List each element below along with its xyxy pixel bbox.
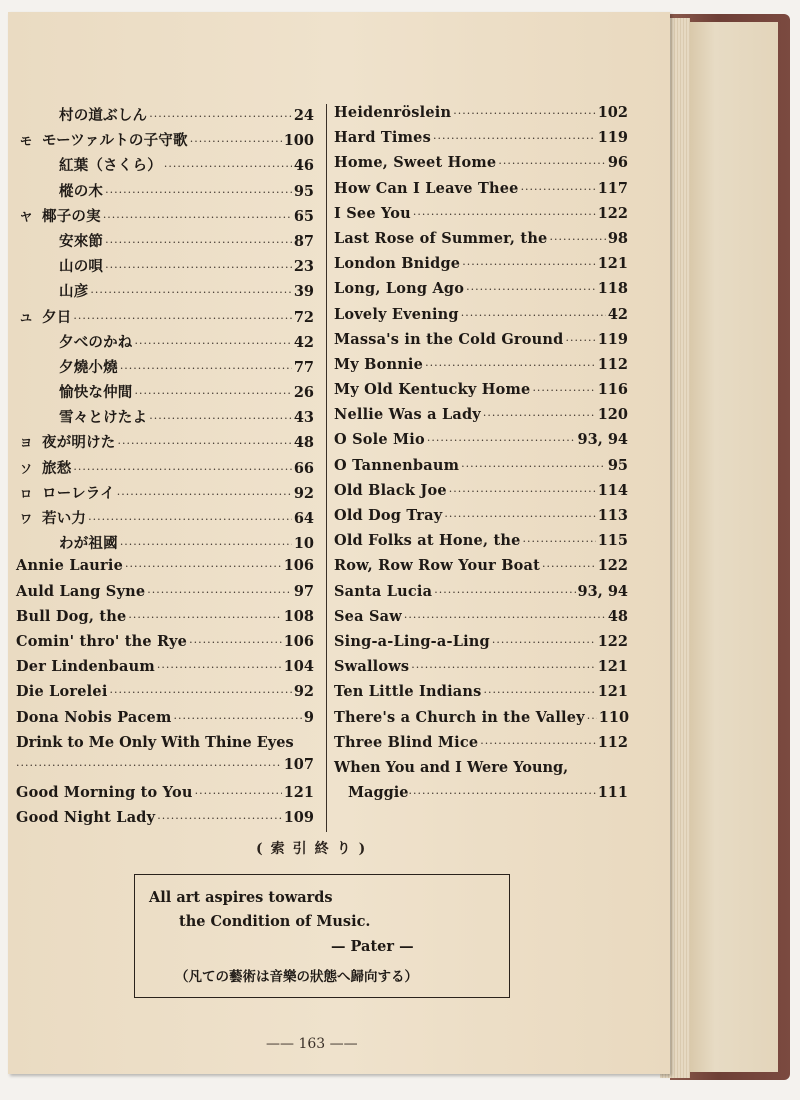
index-entry xyxy=(16,633,314,658)
leader-dots xyxy=(425,359,596,372)
index-entry xyxy=(16,306,314,331)
leader-dots xyxy=(149,110,292,123)
entry-title: Row, Row Row Your Boat xyxy=(334,557,541,575)
index-entry xyxy=(16,431,314,456)
entry-title: Home, Sweet Home xyxy=(334,154,497,172)
adjacent-page xyxy=(688,22,778,1072)
entry-page-number: 116 xyxy=(597,381,628,399)
entry-page-number: 77 xyxy=(293,358,314,376)
entry-page-number: 87 xyxy=(293,232,314,250)
index-entry xyxy=(16,457,314,482)
entry-page-number: 39 xyxy=(293,283,314,301)
leader-dots xyxy=(147,586,292,599)
index-entry xyxy=(16,356,314,381)
entry-title: Hard Times xyxy=(334,129,431,147)
entry-page-number: 117 xyxy=(597,179,628,197)
index-entry xyxy=(334,230,628,255)
entry-title: 山の唄 xyxy=(59,258,104,276)
entry-page-number: 97 xyxy=(293,582,314,600)
entry-title: 雪々とけたよ xyxy=(59,409,148,427)
entry-page-number: 23 xyxy=(293,258,314,276)
leader-dots xyxy=(408,787,595,800)
leader-dots xyxy=(125,560,282,573)
leader-dots xyxy=(120,538,292,551)
entry-page-number: 48 xyxy=(293,434,314,452)
index-entry xyxy=(334,406,628,431)
kana-heading: ロ xyxy=(20,486,33,501)
index-entry xyxy=(334,658,628,683)
leader-dots xyxy=(453,107,596,120)
entry-page-number: 110 xyxy=(598,708,630,726)
entry-page-number: 122 xyxy=(597,632,628,650)
leader-dots xyxy=(483,409,596,422)
entry-title: 樅の木 xyxy=(59,182,104,200)
entry-title: My Bonnie xyxy=(334,355,424,373)
entry-page-number: 65 xyxy=(293,207,314,225)
leader-dots xyxy=(427,434,576,447)
entry-page-number: 112 xyxy=(597,733,628,751)
quote-translation: （凡ての藝術は音樂の狀態へ歸向する） xyxy=(175,969,418,985)
index-entry xyxy=(334,734,628,759)
entry-title: Nellie Was a Lady xyxy=(334,406,481,424)
entry-page-number: 26 xyxy=(293,384,314,402)
entry-page-number: 120 xyxy=(597,406,628,424)
leader-dots xyxy=(413,208,596,221)
quote-author: — Pater — xyxy=(331,938,414,955)
entry-page-number: 9 xyxy=(303,708,314,726)
leader-dots xyxy=(466,283,596,296)
entry-page-number: 121 xyxy=(597,255,628,273)
index-entry xyxy=(334,557,628,582)
leader-dots xyxy=(484,686,596,699)
entry-page-number: 42 xyxy=(607,305,628,323)
entry-title: I See You xyxy=(334,204,411,222)
leader-dots xyxy=(105,186,292,199)
index-entry xyxy=(16,406,314,431)
index-entry xyxy=(334,381,628,406)
entry-page-number: 122 xyxy=(597,204,628,222)
index-entry xyxy=(334,255,628,280)
leader-dots xyxy=(498,157,605,170)
entry-page-number: 113 xyxy=(597,507,628,524)
index-entry xyxy=(334,104,628,129)
index-entry xyxy=(334,205,628,230)
entry-page-number: 93, 94 xyxy=(577,582,628,600)
entry-title: O Tannenbaum xyxy=(334,456,460,474)
leader-dots xyxy=(190,135,282,148)
entry-title: When You and I Were Young, xyxy=(334,758,569,776)
index-entry xyxy=(334,129,628,154)
entry-title: Old Dog Tray xyxy=(334,507,443,524)
leader-dots xyxy=(105,236,292,249)
entry-page-number: 107 xyxy=(283,755,314,773)
entry-title: Comin' thro' the Rye xyxy=(16,632,188,650)
entry-title: Sing-a-Ling-a-Ling xyxy=(334,632,490,650)
entry-page-number: 112 xyxy=(597,355,628,373)
leader-dots xyxy=(521,183,596,196)
index-entry xyxy=(334,356,628,381)
leader-dots xyxy=(73,463,291,476)
quote-line-1: All art aspires towards xyxy=(149,889,333,906)
index-entry xyxy=(334,683,628,708)
leader-dots xyxy=(90,286,291,299)
entry-page-number: 119 xyxy=(597,330,628,348)
entry-page-number: 106 xyxy=(283,557,314,575)
index-entry xyxy=(334,583,628,608)
index-entry xyxy=(334,608,628,633)
entry-title: ローレライ xyxy=(42,484,115,502)
entry-title: Old Black Joe xyxy=(334,481,447,499)
entry-title: Massa's in the Cold Ground xyxy=(334,330,564,348)
leader-dots xyxy=(434,586,575,599)
entry-title: Bull Dog, the xyxy=(16,607,127,625)
leader-dots xyxy=(174,712,302,725)
entry-page-number: 72 xyxy=(293,308,314,326)
leader-dots xyxy=(135,337,292,350)
index-entry xyxy=(16,482,314,507)
index-entry xyxy=(334,280,628,305)
leader-dots xyxy=(88,513,292,526)
index-entry xyxy=(16,784,314,809)
entry-title-continued: Maggie xyxy=(348,783,409,801)
leader-dots xyxy=(542,560,596,573)
entry-page-number: 42 xyxy=(293,333,314,351)
leader-dots xyxy=(449,485,596,498)
entry-page-number: 92 xyxy=(293,683,314,701)
entry-page-number: 98 xyxy=(607,229,628,247)
index-entry xyxy=(334,331,628,356)
quote-line-2: the Condition of Music. xyxy=(179,913,371,930)
entry-title: Lovely Evening xyxy=(334,305,459,323)
entry-title: Old Folks at Hone, the xyxy=(334,532,521,550)
leader-dots xyxy=(73,312,291,325)
entry-page-number: 122 xyxy=(597,557,628,575)
entry-title: Long, Long Ago xyxy=(334,280,465,298)
index-entry xyxy=(16,180,314,205)
entry-page-number: 95 xyxy=(607,456,628,474)
entry-page-number: 106 xyxy=(283,632,314,650)
index-entry xyxy=(16,280,314,305)
entry-title: My Old Kentucky Home xyxy=(334,381,531,399)
entry-page-number: 43 xyxy=(293,409,314,427)
quote-box xyxy=(134,874,510,998)
entry-title: Die Lorelei xyxy=(16,683,108,701)
entry-page-number: 111 xyxy=(597,783,628,801)
entry-title: Annie Laurie xyxy=(16,557,124,575)
index-entry xyxy=(334,306,628,331)
index-entry xyxy=(16,129,314,154)
index-entry xyxy=(16,255,314,280)
leader-dots xyxy=(135,387,292,400)
index-entry xyxy=(334,154,628,179)
leader-dots xyxy=(461,460,606,473)
entry-title: 紅葉（さくら） xyxy=(59,157,162,175)
entry-title: 若い力 xyxy=(42,510,87,527)
index-entry xyxy=(334,457,628,482)
leader-dots xyxy=(444,510,595,523)
entry-title: モーツァルトの子守歌 xyxy=(42,132,188,150)
entry-title: 安來節 xyxy=(59,232,104,250)
leader-dots xyxy=(433,132,596,145)
entry-title: 旅愁 xyxy=(42,459,72,477)
leader-dots xyxy=(492,636,596,649)
leader-dots xyxy=(164,160,292,173)
leader-dots xyxy=(157,812,281,825)
index-entry xyxy=(334,532,628,557)
index-page xyxy=(8,12,670,1074)
entry-title: 夕燒小燒 xyxy=(59,358,118,376)
entry-title: Good Morning to You xyxy=(16,783,193,801)
leader-dots xyxy=(404,611,606,624)
entry-title: Auld Lang Syne xyxy=(16,582,146,600)
leader-dots xyxy=(157,661,282,674)
entry-title: 村の道ぶしん xyxy=(59,107,148,124)
kana-heading: ヤ xyxy=(20,209,33,224)
entry-title: 愉快な仲間 xyxy=(59,384,133,402)
leader-dots xyxy=(523,535,596,548)
leader-dots xyxy=(461,309,606,322)
index-entry xyxy=(334,507,628,532)
entry-title: 夕べのかね xyxy=(59,333,133,351)
index-entry xyxy=(16,557,314,582)
entry-title: London Bnidge xyxy=(334,255,461,273)
leader-dots xyxy=(411,661,595,674)
index-entry xyxy=(16,331,314,356)
entry-title: Ten Little Indians xyxy=(334,683,482,701)
index-entry xyxy=(16,709,314,734)
entry-title: Good Night Lady xyxy=(16,808,156,826)
entry-page-number: 119 xyxy=(597,129,628,147)
entry-page-number: 100 xyxy=(283,132,314,150)
entry-page-number: 115 xyxy=(597,532,628,550)
leader-dots xyxy=(110,686,292,699)
entry-page-number: 114 xyxy=(597,481,628,499)
index-entry xyxy=(16,683,314,708)
entry-title: 夕日 xyxy=(42,308,72,326)
entry-page-number: 104 xyxy=(283,658,314,676)
index-entry xyxy=(16,507,314,532)
entry-page-number: 92 xyxy=(293,484,314,502)
leader-dots xyxy=(480,737,595,750)
index-entry xyxy=(334,482,628,507)
entry-page-number: 109 xyxy=(283,808,314,826)
entry-page-number: 66 xyxy=(293,459,314,477)
index-entry xyxy=(334,431,628,456)
entry-page-number: 46 xyxy=(293,157,314,175)
leader-dots xyxy=(195,787,282,800)
entry-title: Sea Saw xyxy=(334,607,402,625)
column-divider xyxy=(326,104,327,832)
entry-page-number: 10 xyxy=(293,535,314,553)
entry-page-number: 24 xyxy=(293,107,314,124)
leader-dots xyxy=(103,211,292,224)
leader-dots xyxy=(189,636,282,649)
index-entry-wrapped xyxy=(334,759,628,809)
leader-dots xyxy=(587,712,597,725)
leader-dots xyxy=(128,611,281,624)
index-entry xyxy=(334,180,628,205)
entry-title: Drink to Me Only With Thine Eyes xyxy=(16,733,294,751)
entry-title: Der Lindenbaum xyxy=(16,658,155,676)
entry-title: How Can I Leave Thee xyxy=(334,179,519,197)
entry-page-number: 95 xyxy=(293,182,314,200)
entry-title: Last Rose of Summer, the xyxy=(334,229,548,247)
index-entry xyxy=(16,809,314,834)
entry-page-number: 93, 94 xyxy=(577,431,628,449)
entry-title: O Sole Mio xyxy=(334,431,425,449)
leader-dots xyxy=(565,334,595,347)
entry-page-number: 48 xyxy=(607,607,628,625)
kana-heading: ワ xyxy=(20,512,33,526)
kana-heading: ヨ xyxy=(20,436,33,451)
leader-dots xyxy=(118,437,292,450)
index-entry xyxy=(16,104,314,129)
index-entry xyxy=(16,230,314,255)
entry-page-number: 121 xyxy=(597,683,628,701)
entry-title: Santa Lucia xyxy=(334,582,433,600)
index-entry xyxy=(16,154,314,179)
index-entry xyxy=(334,633,628,658)
entry-title: Three Blind Mice xyxy=(334,733,479,751)
leader-dots xyxy=(16,759,282,772)
entry-page-number: 121 xyxy=(283,783,314,801)
entry-page-number: 96 xyxy=(607,154,628,172)
leader-dots xyxy=(105,261,292,274)
index-entry xyxy=(16,532,314,557)
entry-page-number: 121 xyxy=(597,658,628,676)
kana-heading: モ xyxy=(20,134,33,149)
entry-page-number: 64 xyxy=(293,510,314,527)
right-index-column xyxy=(334,104,628,809)
leader-dots xyxy=(149,412,292,425)
leader-dots xyxy=(462,258,596,271)
left-index-column xyxy=(16,104,314,834)
entry-page-number: 102 xyxy=(597,104,628,121)
leader-dots xyxy=(550,233,606,246)
index-entry xyxy=(16,658,314,683)
kana-heading: ユ xyxy=(20,310,33,325)
index-entry xyxy=(334,709,628,734)
index-entry xyxy=(16,205,314,230)
entry-title: Heidenröslein xyxy=(334,104,452,121)
entry-title: 椰子の実 xyxy=(42,207,101,225)
index-entry xyxy=(16,608,314,633)
entry-title: 夜が明けた xyxy=(42,434,116,452)
leader-dots xyxy=(532,384,595,397)
entry-title: Dona Nobis Pacem xyxy=(16,708,172,726)
entry-title: Swallows xyxy=(334,658,410,676)
leader-dots xyxy=(120,362,292,375)
index-entry xyxy=(16,381,314,406)
leader-dots xyxy=(117,488,292,501)
index-end-note: (索引終り) xyxy=(256,841,374,857)
entry-page-number: 118 xyxy=(597,280,628,298)
entry-page-number: 108 xyxy=(283,607,314,625)
entry-title: わが祖國 xyxy=(59,535,118,553)
page-number: —— 163 —— xyxy=(266,1036,358,1052)
entry-title: There's a Church in the Valley xyxy=(334,708,585,726)
kana-heading: ソ xyxy=(20,461,33,476)
index-entry xyxy=(16,583,314,608)
entry-title: 山彦 xyxy=(59,283,89,301)
index-entry-wrapped xyxy=(16,734,314,784)
